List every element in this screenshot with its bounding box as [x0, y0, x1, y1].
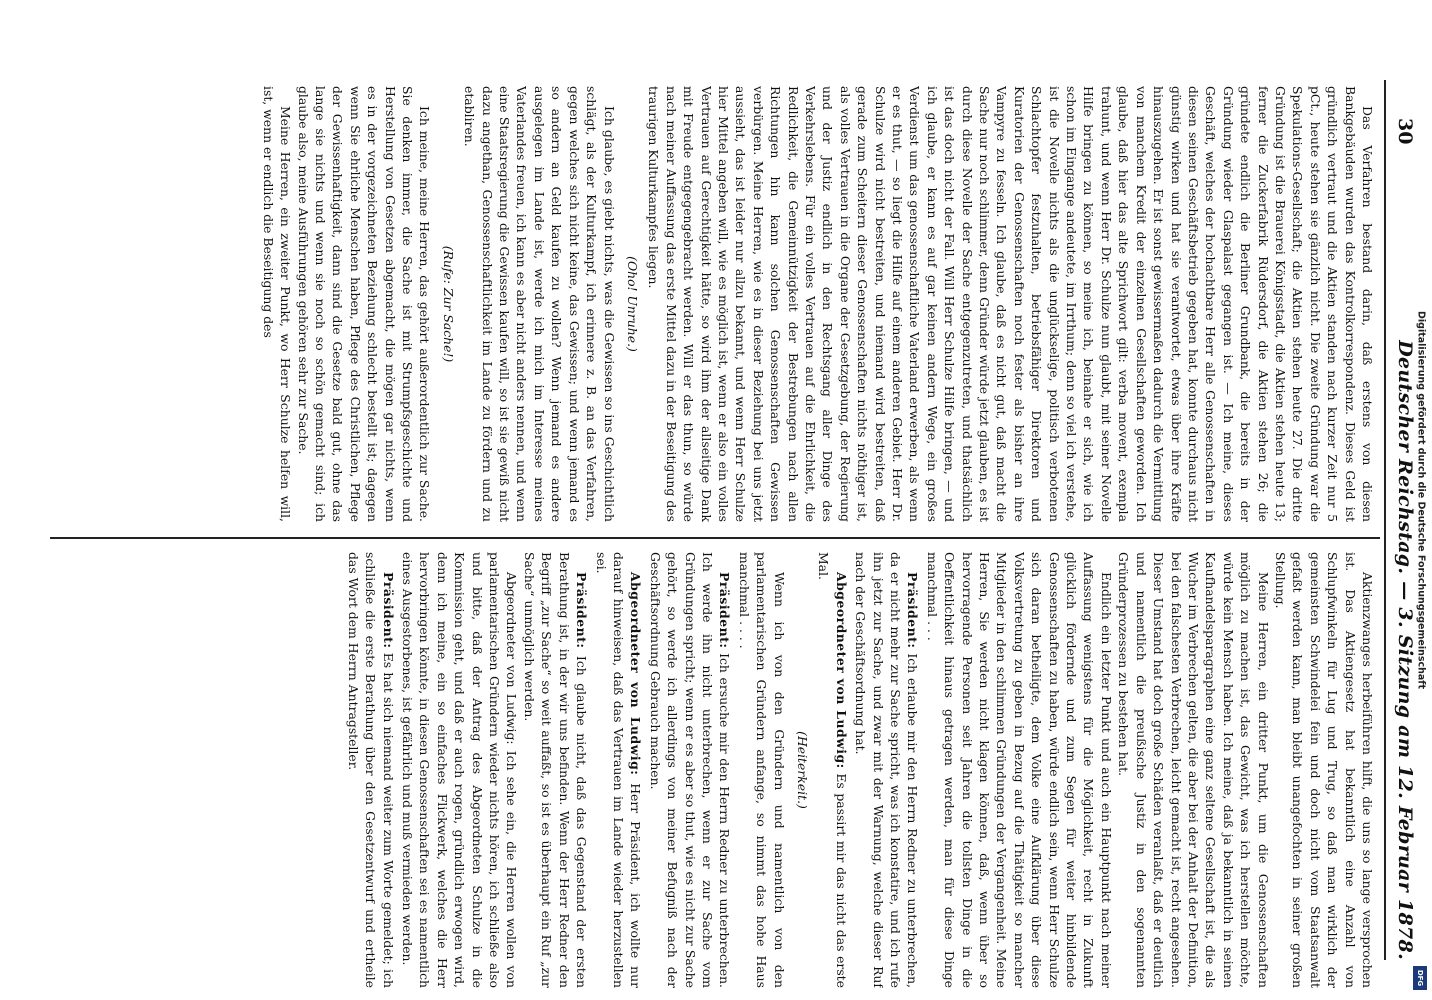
body-paragraph: Abgeordneter von Ludwig: Ich sehe ein, die Herren wollen von parlamentarischen Gründern wieder nichts hören, ich schließe also und bitte, daß der Antrag des Abgeordneten Schulze in die Kommission geht, und daß er auch rogen, gründlich erwogen wird, denn ich meine, ein so einfaches Flickwerk, welches die Herr hervorbringen könnte, in diesen Genossenschaften sei es namentlich eines Ausgestorbenes, ist gefährlich und muß vermieden werden. — [400, 552, 520, 988]
speaker-text: Herr Präsident, ich wollte nur darauf hinweisen, daß das Vertrauen im Lande wieder herzustellen sei. — [593, 552, 644, 988]
speaker-name: Präsident: — [905, 572, 921, 649]
speaker-paragraph — [521, 552, 591, 988]
speaker-paragraph — [344, 552, 396, 988]
speaker-text: Es hat sich niemand weiter zum Worte gemeldet; ich schließe die erste Berathung über den Gesetzentwurf und ertheile das Wort dem Herrn Antragsteller. — [345, 552, 396, 988]
dfg-logo — [1413, 966, 1427, 990]
speaker-text: Ich ersuche mir den Herrn Redner zu unterbrechen. Ich werde ihn nicht unterbrechen, wenn er zur Sache vom Gründungen spricht; wenn er es aber so thut, wie es nicht zur Sache gehört, so werde ich allerdings von meiner Befugniß nach der Geschäftsordnung Gebrauch machen. — [647, 552, 733, 988]
speaker-paragraph — [815, 552, 850, 988]
speaker-text: Ich glaube nicht, daß das Gegenstand der ersten Berathung ist, in der wir uns befinden. Wenn der Herr Redner den Begriff „zur Sache“ so weit auffaßt, so ist es überhaupt ein Ruf „zur Sache“ unmöglich werden. — [521, 552, 590, 988]
speaker-text: Es passirt mir das nicht das erste Mal. — [816, 552, 849, 988]
body-paragraph: Ich glaube, es giebt nichts, was die Gewissen so ins Geschichtlich schlägt, als der Kulturkampf, ich erinnere z. B. an das Verfahren, gegen welches sich nicht keine, das Gewissen; und wenn jemand es so andern an Geld kaufen zu wollen? Wenn jemand es andere ausgelegen im Lande ist, werde ich mich im Interesse meines Vaterlandes freuen, ich kann es aber nicht anders nennen, und wenn eine Staatsregierung die Gewissen kaufen will, so ist sie gewiß nicht dazu angethan, Genossenschaftlichkeit im Lande zu fördern und zu etabliren. — [462, 86, 617, 522]
speaker-name: Präsident: — [380, 572, 396, 649]
speaker-text: Ich erlaube mir den Herrn Redner zu unterbrechen, da er nicht mehr zur Sache spricht, was ich konstatire, und ich rufe ihn jetzt zur Sache, und zwar mit der Warnung, welche dieser Ruf nach der Geschäftsordnung hat. — [853, 552, 921, 988]
body-paragraph: Endlich ein letzter Punkt und auch ein Hauptpunkt nach meiner Auffassung wenigstens für die Möglichkeit, recht in Zukunft glücklich fördernde und zum Segen für weiter hinbildende Genossenschaften zu haben, würde endlich sein, wenn Herr Schulze sich daran betheiligte, dem Volke eine Aufklärung über diese Volksvertretung zu geben in Bezug auf die Thätigkeit so mancher Mitglieder in den schlimmen Gründungen der Vergangenheit. Meine Herren, Sie werden nicht klagen können, daß, wenn über so hervorragende Personen seit Jahren die tollsten Dinge in die Oeffentlichkeit hinaus getragen werden, man für diese Dinge manchmal . . . — [924, 552, 1114, 988]
body-paragraph: Meine Herren, ein dritter Punkt, um die Genossenschaften möglich zu machen ist, das Gewicht, was ich herstellen möchte, würde kein Mensch haben. Ich meine, daß ja bekanntlich in seinen Kaufhandelsparagraphen eine ganz seltene Gesellschaft ist, die als Wucher im Verbrechen gelten, die aber bei der Anhalt der Definition, bei den falschesten Verbrechen, leicht gemacht ist, recht angesehen. Dieser Umstand hat doch große Schäden veranlaßt, daß er deutlich und namentlich die preußische Justiz in den sogenannten Gründerprozessen zu bestehen hat. — [1116, 552, 1271, 988]
body-paragraph: Ich meine, meine Herren, das gehört außerordentlich zur Sache. Sie denken immer, die Sache ist mit Strumpfsgeschichte und Herstellung von Gesetzen abgemacht, die mögen gar nichts, wenn es in der vorgezeichneten Beziehung schlecht bestellt ist; dagegen wenn Sie ehrliche Menschen haben, Pflege des Christlichen, Pflege der Gewissenhaftigkeit, dann sind die Gesetze bald gut, ohne das lange sie nichts und wenn sie noch so schön gemacht sind; ich glaube also, meine Ausführungen gehören sehr zur Sache. — [295, 86, 433, 522]
speaker-paragraph — [646, 552, 733, 988]
speaker-name: Präsident: — [574, 572, 590, 649]
header-divider — [1384, 80, 1386, 960]
stage-direction: (Heiterkeit.) — [795, 731, 810, 809]
right-text-column — [50, 552, 1376, 988]
column-divider — [50, 537, 1380, 539]
left-text-column — [50, 86, 1376, 522]
speaker-name: Abgeordneter von Ludwig: — [628, 572, 644, 776]
body-paragraph: Meine Herren, ein zweiter Punkt, wo Herr Schulze helfen will, ist, wenn er endlich die Beseitigung des — [260, 86, 294, 522]
speaker-paragraph — [592, 552, 644, 988]
body-paragraph: Aktienzwanges herbeiführen hilft, die uns so lange versprochen ist. Das Aktiengesetz hat bekanntlich eine Anzahl von Schlupfwinkeln für Lug und Trug, so daß man wirklich der gemeinsten Schwindelei fein und doch nicht vom Staatsanwalt gefaßt werden kann, man bleibt unangefochten in seiner großen Stellung. — [1272, 552, 1375, 988]
digitization-credit — [1413, 20, 1429, 980]
body-paragraph: Wenn ich von den Gründern und namentlich von den parlamentarischen Gründern anfange, so nimmt das hohe Haus manchmal . . . . — [736, 552, 787, 988]
running-title: Deutscher Reichstag. — 3. Sitzung am 12. Februar 1878. — [1394, 340, 1416, 960]
speaker-paragraph — [852, 552, 922, 988]
body-paragraph: Das Verfahren bestand darin, daß erstens von diesen Bankgebäuden wurden das Kontrolkorrespondenz. Dieses Geld ist gründlich vertraut und die Aktien standen nach kurzer Zeit nur 5 pCt., heute stehen sie gänzlich nicht. Die zweite Gründung war die Spekulations-Gesellschaft; die Aktien stehen heute 27. Die dritte Gründung ist die Brauerei Königsstadt, die Aktien stehen heute 13; ferner die Zuckerfabrik Rüdersdorf, die Aktien stehen 26; die gründete endlich die Berliner Grundbank, die bereits in der Gründung wieder Glaspalast gegangen ist. — Ich meine, dieses Geschäft, welches der hochachtbare Herr alle Genossenschaften in diesen seinen Geschäftsbetrieb gegeben hat, konnte durchaus nicht günstig wirken und hat sie verantwortet, etwas über ihre Kräfte hinauszugehen. Er ist sonst gewissermaßen dadurch die Vermittlung von manchem Kredit der einzelnen Gesellschaften geworden. Ich glaube, daß hier das alte Sprichwort gilt: verba movent, exempla trahunt, und wenn Herr Dr. Schulze nun glaubt, mit seiner Novelle Hilfe bringen zu können, so meine ich, beinahe er sich, wie ich schon im Eingange andeutete, im Irrthum; denn so viel ich verstehe, ist die Novelle nichts als die unglückselige, politisch verbotenen Schlachtopfer festzuhalten, betriebsfähiger Direktoren und Kuratorien der Genossenschaften noch fester als bisher an ihre Vampyre zu fesseln. Ich glaube, daß es nicht gut, daß macht die Sache nur noch schlimmer, denn Gründer würde jetzt glauben, es ist durch diese Novelle der Sache entgegenzutreten, und thatsächlich ist das doch nicht der Fall. Will Herr Schulze Hilfe bringen, — und ich glaube, er kann es auf gar keinen andern Wege, ein großes Verdienst um das genossenschaftliche Vaterland erwerben, als wenn er es thut, — so liegt die Hilfe auf einem anderen Gebiet. Herr Dr. Schulze wird nicht bestreiten, und niemand wird bestreiten, daß gerade zum Scheitern dieser Genossenschaften nichts nöthiger ist, als volles Vertrauen in die Organe der Gesetzgebung, der Regierung und der Justiz endlich in den Rechtsgang aller Dinge des Verkehrslebens. Für ein volles Vertrauen auf die Ehrlichkeit, die Redlichkeit, die Gemeinnützigkeit der Bestrebungen nach allen Richtungen hin kann solchen Genossenschaften Gewissen verbürgen. Meine Herren, wie es in dieser Beziehung bei uns jetzt aussieht, das ist leider nur allzu bekannt, und wenn Herr Schulze hier Mittel angeben will, wie es möglich ist, wenn er also ein volles Vertrauen auf Gerechtigkeit hätte, so wird ihm der allseitige Dank mit Freude entgegengebracht werden. Will er das thun, so würde nach meiner Auffassung das erste Mittel dazu in der Beseitigung des traurigen Kulturkampfes liegen. — [646, 86, 1375, 522]
digitization-credit-text: Digitalisierung gefördert durch die Deutsche Forschungsgemeinschaft — [1415, 311, 1427, 689]
speaker-name: Abgeordneter von Ludwig: — [833, 572, 849, 769]
stage-direction: (Rufe: Zur Sache!) — [440, 245, 456, 363]
speaker-name: Präsident: — [717, 572, 733, 649]
page-number: 30 — [1394, 118, 1416, 145]
stage-direction: (Oho! Unruhe.) — [624, 256, 640, 352]
dfg-logo-text: DFG — [1416, 969, 1424, 987]
